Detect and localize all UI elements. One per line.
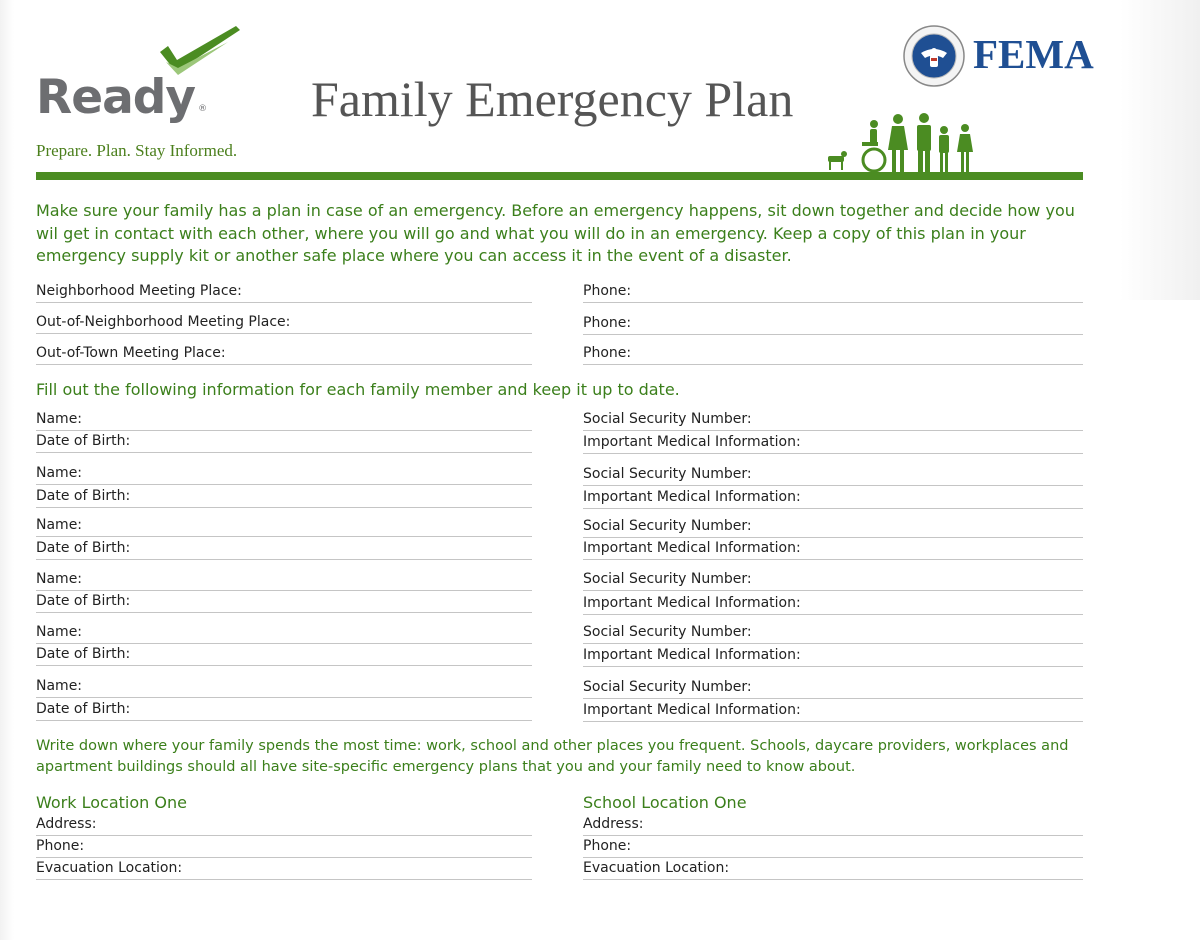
- member-ssn-field[interactable]: Social Security Number:: [583, 464, 1083, 486]
- member-ssn-field[interactable]: Social Security Number:: [583, 569, 1083, 591]
- member-medical-field[interactable]: Important Medical Information:: [583, 538, 1083, 560]
- work-evacuation-field[interactable]: Evacuation Location:: [36, 858, 532, 880]
- dhs-seal-icon: [903, 25, 965, 87]
- member-name-field[interactable]: Name:: [36, 569, 532, 591]
- out-of-town-meeting-place-field[interactable]: Out-of-Town Meeting Place:: [36, 343, 532, 365]
- family-silhouette-icon: [826, 110, 980, 174]
- member-ssn-field[interactable]: Social Security Number:: [583, 516, 1083, 538]
- school-phone-field[interactable]: Phone:: [583, 836, 1083, 858]
- neighborhood-phone-field[interactable]: Phone:: [583, 281, 1083, 303]
- locations-instruction: Write down where your family spends the most time: work, school and other places you frequent. Schools, daycare providers, workplaces and apartment buildings should all have site-specific emergency plans that you and your family need to know about.: [36, 738, 1069, 775]
- header-divider: [36, 172, 1083, 180]
- page-edge-right: [1120, 0, 1200, 300]
- member-dob-field[interactable]: Date of Birth:: [36, 644, 532, 666]
- out-of-neighborhood-phone-field[interactable]: Phone:: [583, 313, 1083, 335]
- member-medical-field[interactable]: Important Medical Information:: [583, 593, 1083, 615]
- work-phone-field[interactable]: Phone:: [36, 836, 532, 858]
- members-instruction: Fill out the following information for each family member and keep it up to date.: [36, 380, 680, 399]
- member-dob-field[interactable]: Date of Birth:: [36, 431, 532, 453]
- neighborhood-meeting-place-field[interactable]: Neighborhood Meeting Place:: [36, 281, 532, 303]
- member-ssn-field[interactable]: Social Security Number:: [583, 677, 1083, 699]
- member-name-field[interactable]: Name:: [36, 676, 532, 698]
- out-of-neighborhood-meeting-place-field[interactable]: Out-of-Neighborhood Meeting Place:: [36, 312, 532, 334]
- school-location-title: School Location One: [583, 793, 747, 812]
- school-evacuation-field[interactable]: Evacuation Location:: [583, 858, 1083, 880]
- member-medical-field[interactable]: Important Medical Information:: [583, 700, 1083, 722]
- member-medical-field[interactable]: Important Medical Information:: [583, 432, 1083, 454]
- ready-logo: [36, 70, 207, 125]
- school-address-field[interactable]: Address:: [583, 814, 1083, 836]
- member-medical-field[interactable]: Important Medical Information:: [583, 487, 1083, 509]
- member-dob-field[interactable]: Date of Birth:: [36, 486, 532, 508]
- member-dob-field[interactable]: Date of Birth:: [36, 591, 532, 613]
- ready-logo-text: Ready: [36, 70, 196, 125]
- member-name-field[interactable]: Name:: [36, 515, 532, 537]
- member-dob-field[interactable]: Date of Birth:: [36, 538, 532, 560]
- member-name-field[interactable]: Name:: [36, 463, 532, 485]
- member-name-field[interactable]: Name:: [36, 409, 532, 431]
- intro-text: Make sure your family has a plan in case of an emergency. Before an emergency happens, sit down together and decide how you wil get in contact with each other, where you will go and what you will do in an emergency. Keep a copy of this plan in your emergency supply kit or another safe place where you can access it in the event of a disaster.: [36, 201, 1075, 265]
- tagline: Prepare. Plan. Stay Informed.: [36, 141, 238, 160]
- work-address-field[interactable]: Address:: [36, 814, 532, 836]
- member-ssn-field[interactable]: Social Security Number:: [583, 409, 1083, 431]
- work-location-title: Work Location One: [36, 793, 187, 812]
- registered-mark: ®: [198, 104, 207, 114]
- page-title: Family Emergency Plan: [311, 71, 794, 127]
- member-name-field[interactable]: Name:: [36, 622, 532, 644]
- member-dob-field[interactable]: Date of Birth:: [36, 699, 532, 721]
- page-edge-left: [0, 0, 14, 940]
- member-medical-field[interactable]: Important Medical Information:: [583, 645, 1083, 667]
- out-of-town-phone-field[interactable]: Phone:: [583, 343, 1083, 365]
- fema-logo: FEMA: [973, 31, 1094, 77]
- member-ssn-field[interactable]: Social Security Number:: [583, 622, 1083, 644]
